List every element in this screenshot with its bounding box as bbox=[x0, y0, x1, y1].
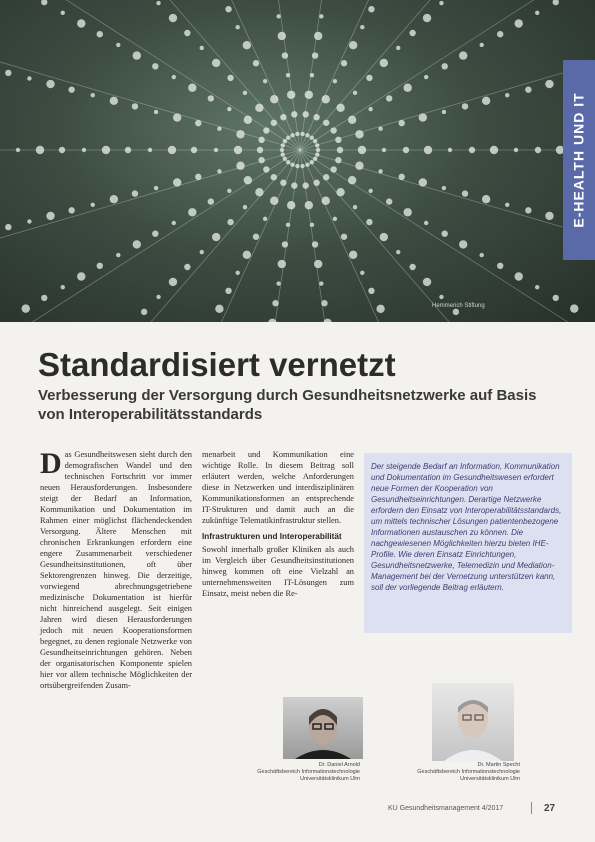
caption-name: Dr. Martin Specht bbox=[477, 762, 520, 768]
photo-credit: Hemmerich Stiftung bbox=[432, 303, 485, 309]
author-caption-1 bbox=[200, 762, 360, 783]
spiderweb-illustration bbox=[0, 0, 595, 322]
article-title: Standardisiert vernetzt bbox=[38, 346, 396, 383]
dropcap: D bbox=[40, 447, 62, 480]
text-column-1 bbox=[40, 449, 192, 691]
caption-name: Dr. Daniel Arnold bbox=[318, 762, 360, 768]
teaser-box bbox=[364, 453, 572, 633]
column1-text: as Gesundheitswesen sieht durch den demografischen Wandel und den technischen Fortschritt vor immer neuen Herausforderungen. Insbesondere steigt der Bedarf an Information, Kommunikation und Dokumentation im Rahmen einer möglichst flächendeckenden Versorgung. Ältere Menschen mit chronischen Erkrankungen erfordern eine engere Zusammenarbeit verschiedener Gesundheitsinstitutionen, oft über Sektorengrenzen hinweg. Die derzeitige, vorwiegend abrechnungsgetriebene medizinische Dokumentation ist hierfür nicht hinreichend ausgelegt. Seit einigen Jahren wird diesen Herausforderungen jedoch mit neuen Kooperationsformen begegnet, zu denen regionale Netzwerke von Gesundheitseinrichtungen gehören. Neben der organisatorischen Komponente spielen hier vor allem technische Möglichkeiten der ortsübergreifenden Zusam- bbox=[40, 450, 192, 690]
caption-role: Geschäftsbereich Informationstechnologie bbox=[257, 769, 360, 775]
article-subtitle: Verbesserung der Versorgung durch Gesundheitsnetzwerke auf Basis von Interoperabilitätsstandards bbox=[38, 387, 537, 423]
caption-role: Geschäftsbereich Informationstechnologie bbox=[417, 769, 520, 775]
author-photo-2 bbox=[432, 683, 514, 761]
section-tab bbox=[563, 60, 595, 260]
section-heading: Infrastrukturen und Interoperabilität bbox=[202, 532, 342, 541]
text-column-2 bbox=[202, 449, 354, 599]
teaser-text: Der steigende Bedarf an Information, Kommunikation und Dokumentation im Gesundheitswesen erfordert neue Formen der Kooperation von Gesundheitseinrichtungen. Derartige Netzwerke erfordern den Einsatz von Interoperabilitätsstandards, um mittels technischer Lösungen patientenbezogene Informationen austauschen zu können. Die nachgewiesenen Möglichkeiten hierzu bieten IHE-Profile. Wie deren Einsatz Einrichtungen, Gesundheitsnetzwerke, Telemedizin und Mediation-Management bei der Vernetzung unterstützen kann, soll der vorliegende Beitrag erläutern. bbox=[371, 462, 562, 592]
column2-text-2: Sowohl innerhalb großer Kliniken als auch im Vergleich über Gesundheitsinstitutionen hinweg kommen oft eine Vielzahl an unternehmensweiten IT-Lösungen zum Einsatz, meist neben die Re- bbox=[202, 545, 354, 598]
column2-text: menarbeit und Kommunikation eine wichtige Rolle. In diesem Beitrag soll erläutert werden, welche Anforderungen diese in Netzwerken und interdisziplinären Kommunikationsformen an entsprechende IT-Strukturen und damit auch an die zukünftige Telematikinfrastruktur stellen. bbox=[202, 450, 354, 525]
footer-divider bbox=[531, 802, 532, 814]
portrait-illustration bbox=[432, 683, 514, 761]
section-tab-label: E-HEALTH UND IT bbox=[571, 92, 588, 228]
footer-publication: KU Gesundheitsmanagement 4/2017 bbox=[388, 805, 504, 812]
caption-org: Universitätsklinikum Ulm bbox=[460, 776, 520, 782]
page-number: 27 bbox=[544, 803, 556, 814]
author-caption-2 bbox=[370, 762, 520, 783]
author-photo-1 bbox=[283, 697, 363, 759]
caption-org: Universitätsklinikum Ulm bbox=[300, 776, 360, 782]
portrait-illustration bbox=[283, 697, 363, 759]
hero-photo-spiderweb bbox=[0, 0, 595, 322]
